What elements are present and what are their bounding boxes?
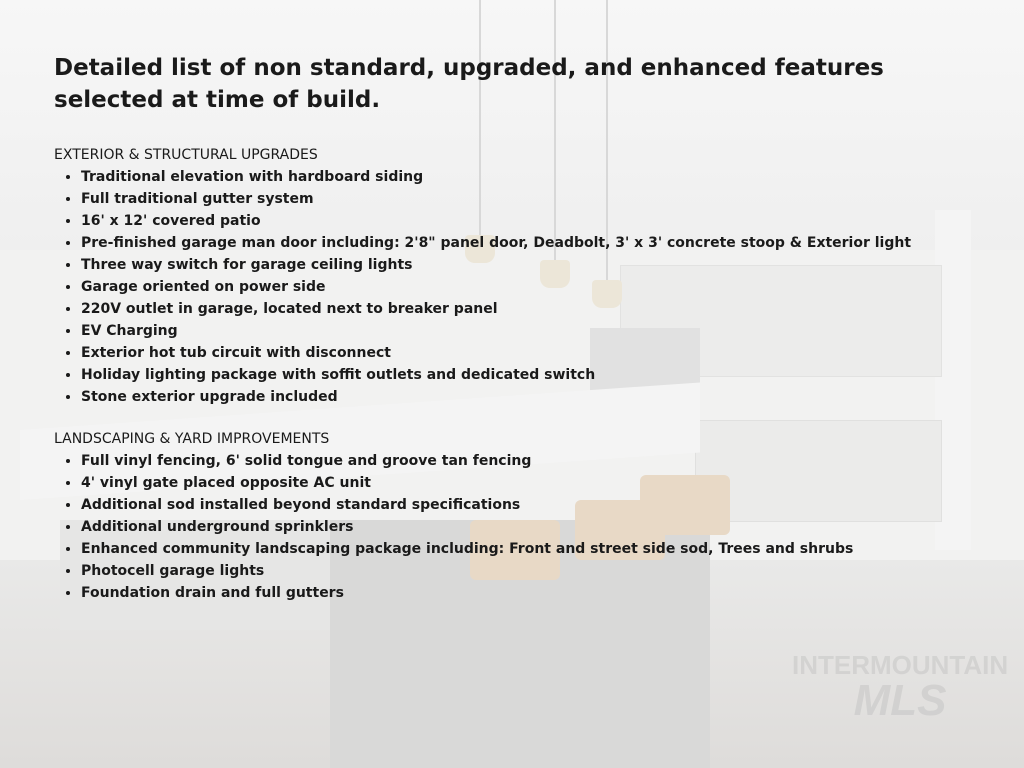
mls-watermark [792, 650, 1009, 725]
page-title: Detailed list of non standard, upgraded, and enhanced features selected at time of build. [54, 55, 884, 113]
watermark-line2: MLS [853, 676, 947, 725]
section-landscaping-yard [54, 428, 984, 604]
watermark-line1: INTERMOUNTAIN [792, 650, 1009, 680]
feature-list-document [54, 52, 984, 624]
list-item: • Holiday lighting package with soffit outlets and dedicated switch [81, 364, 984, 386]
list-item: • EV Charging [81, 320, 984, 342]
list-item: • Full traditional gutter system [81, 188, 984, 210]
list-item: • Exterior hot tub circuit with disconnect [81, 342, 984, 364]
list-item: • Stone exterior upgrade included [81, 386, 984, 408]
feature-list [54, 450, 984, 604]
list-item: • Three way switch for garage ceiling lights [81, 254, 984, 276]
section-heading: EXTERIOR & STRUCTURAL UPGRADES [54, 147, 318, 163]
list-item: • 220V outlet in garage, located next to breaker panel [81, 298, 984, 320]
list-item: • Pre-finished garage man door including: 2'8" panel door, Deadbolt, 3' x 3' concrete stoop & Exterior light [81, 232, 984, 254]
list-item: • Enhanced community landscaping package including: Front and street side sod, Trees and shrubs [81, 538, 984, 560]
list-item: • Photocell garage lights [81, 560, 984, 582]
list-item: • 16' x 12' covered patio [81, 210, 984, 232]
list-item: • 4' vinyl gate placed opposite AC unit [81, 472, 984, 494]
list-item: • Additional underground sprinklers [81, 516, 984, 538]
list-item: • Traditional elevation with hardboard siding [81, 166, 984, 188]
list-item: • Full vinyl fencing, 6' solid tongue and groove tan fencing [81, 450, 984, 472]
section-exterior-structural [54, 144, 984, 408]
list-item: • Garage oriented on power side [81, 276, 984, 298]
list-item: • Foundation drain and full gutters [81, 582, 984, 604]
list-item: • Additional sod installed beyond standard specifications [81, 494, 984, 516]
feature-list [54, 166, 984, 408]
section-heading: LANDSCAPING & YARD IMPROVEMENTS [54, 431, 330, 447]
